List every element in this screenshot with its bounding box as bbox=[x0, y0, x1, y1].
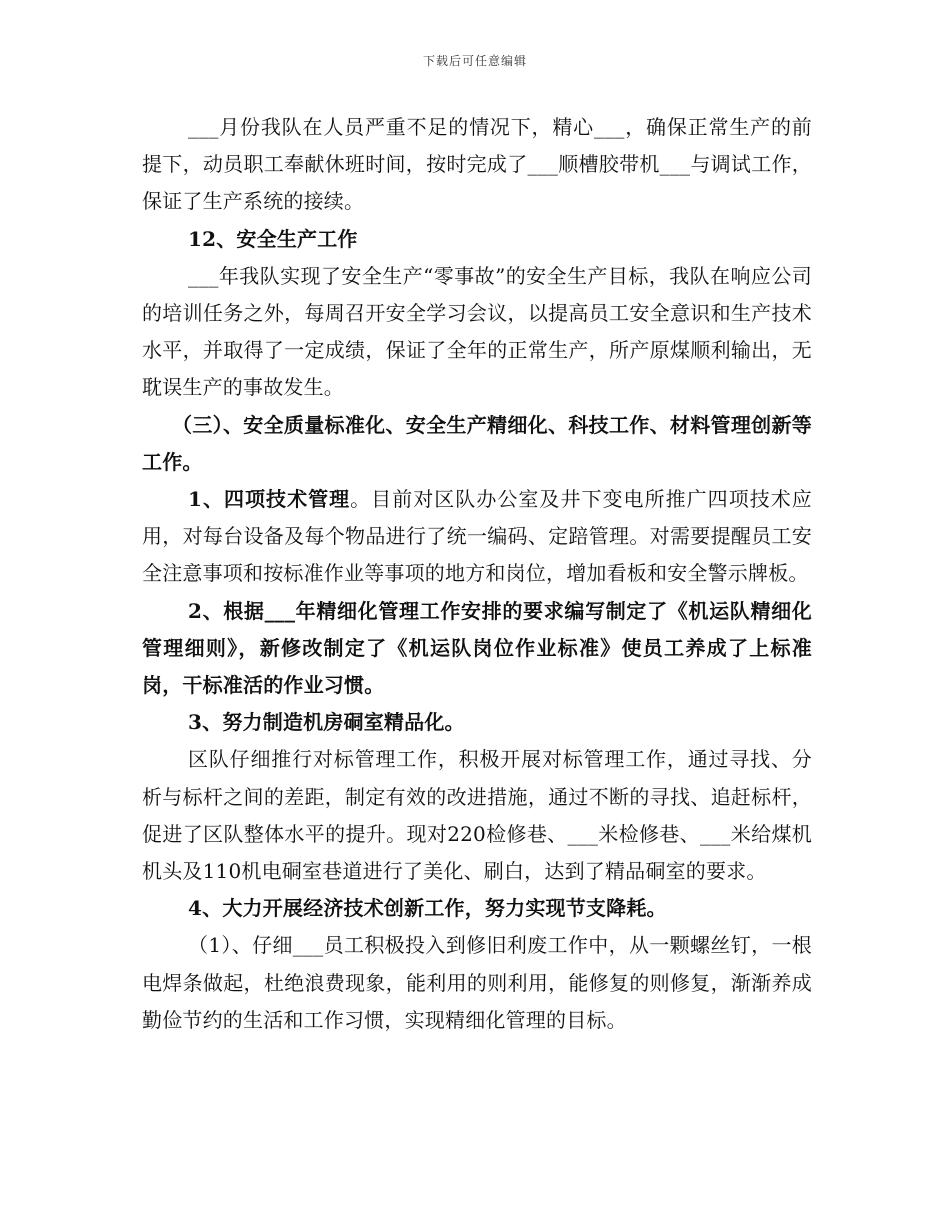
item-four-tech-management-title: 1、四项技术管理 bbox=[188, 487, 351, 512]
section-heading-three: （三）、安全质量标准化、安全生产精细化、科技工作、材料管理创新等工作。 bbox=[142, 412, 812, 474]
paragraph-recycling: （1）、仔细___员工积极投入到修旧利废工作中，从一颗螺丝钉，一根电焊条做起，杜绝浪费现象，能利用的则利用，能修复的则修复，渐渐养成勤俭节约的生活和工作习惯，实现精细化管理的目标。 bbox=[142, 933, 812, 1032]
item-refined-management: 2、根据___年精细化管理工作安排的要求编写制定了《机运队精细化管理细则》，新修改制定了《机运队岗位作业标准》使员工养成了上标准岗，干标准活的作业习惯。 bbox=[142, 598, 812, 698]
paragraph-maintenance: ___月份我队在人员严重不足的情况下，精心___，确保正常生产的前提下，动员职工奉献休班时间，按时完成了___顺槽胶带机___与调试工作，保证了生产系统的接续。 bbox=[142, 115, 812, 214]
section-heading-safety-production: 12、安全生产工作 bbox=[188, 226, 358, 251]
item-machine-room: 3、努力制造机房硐室精品化。 bbox=[188, 710, 465, 735]
paragraph-benchmarking: 区队仔细推行对标管理工作，积极开展对标管理工作，通过寻找、分析与标杆之间的差距，制定有效的改进措施，通过不断的寻找、追赶标杆，促进了区队整体水平的提升。现对220检修巷、___米检修巷、___米给煤机机头及110机电硐室巷道进行了美化、刷白，达到了精品硐室的要求。 bbox=[142, 747, 812, 884]
paragraph-safety-production: ___年我队实现了安全生产“零事故”的安全生产目标，我队在响应公司的培训任务之外，每周召开安全学习会议，以提高员工安全意识和生产技术水平，并取得了一定成绩，保证了全年的正常生产，所产原煤顺利输出，无耽误生产的事故发生。 bbox=[142, 263, 812, 400]
item-innovation: 4、大力开展经济技术创新工作，努力实现节支降耗。 bbox=[188, 896, 667, 921]
item-four-tech-management bbox=[142, 481, 812, 593]
item-four-tech-management-text: 。目前对区队办公室及井下变电所推广四项技术应用，对每台设备及每个物品进行了统一编码、定踣管理。对需要提醒员工安全注意事项和按标准作业等事项的地方和岗位，增加看板和安全警示牌板。 bbox=[142, 487, 812, 586]
document-body bbox=[142, 109, 812, 1039]
page-header: 下载后可任意编辑 bbox=[422, 54, 527, 68]
